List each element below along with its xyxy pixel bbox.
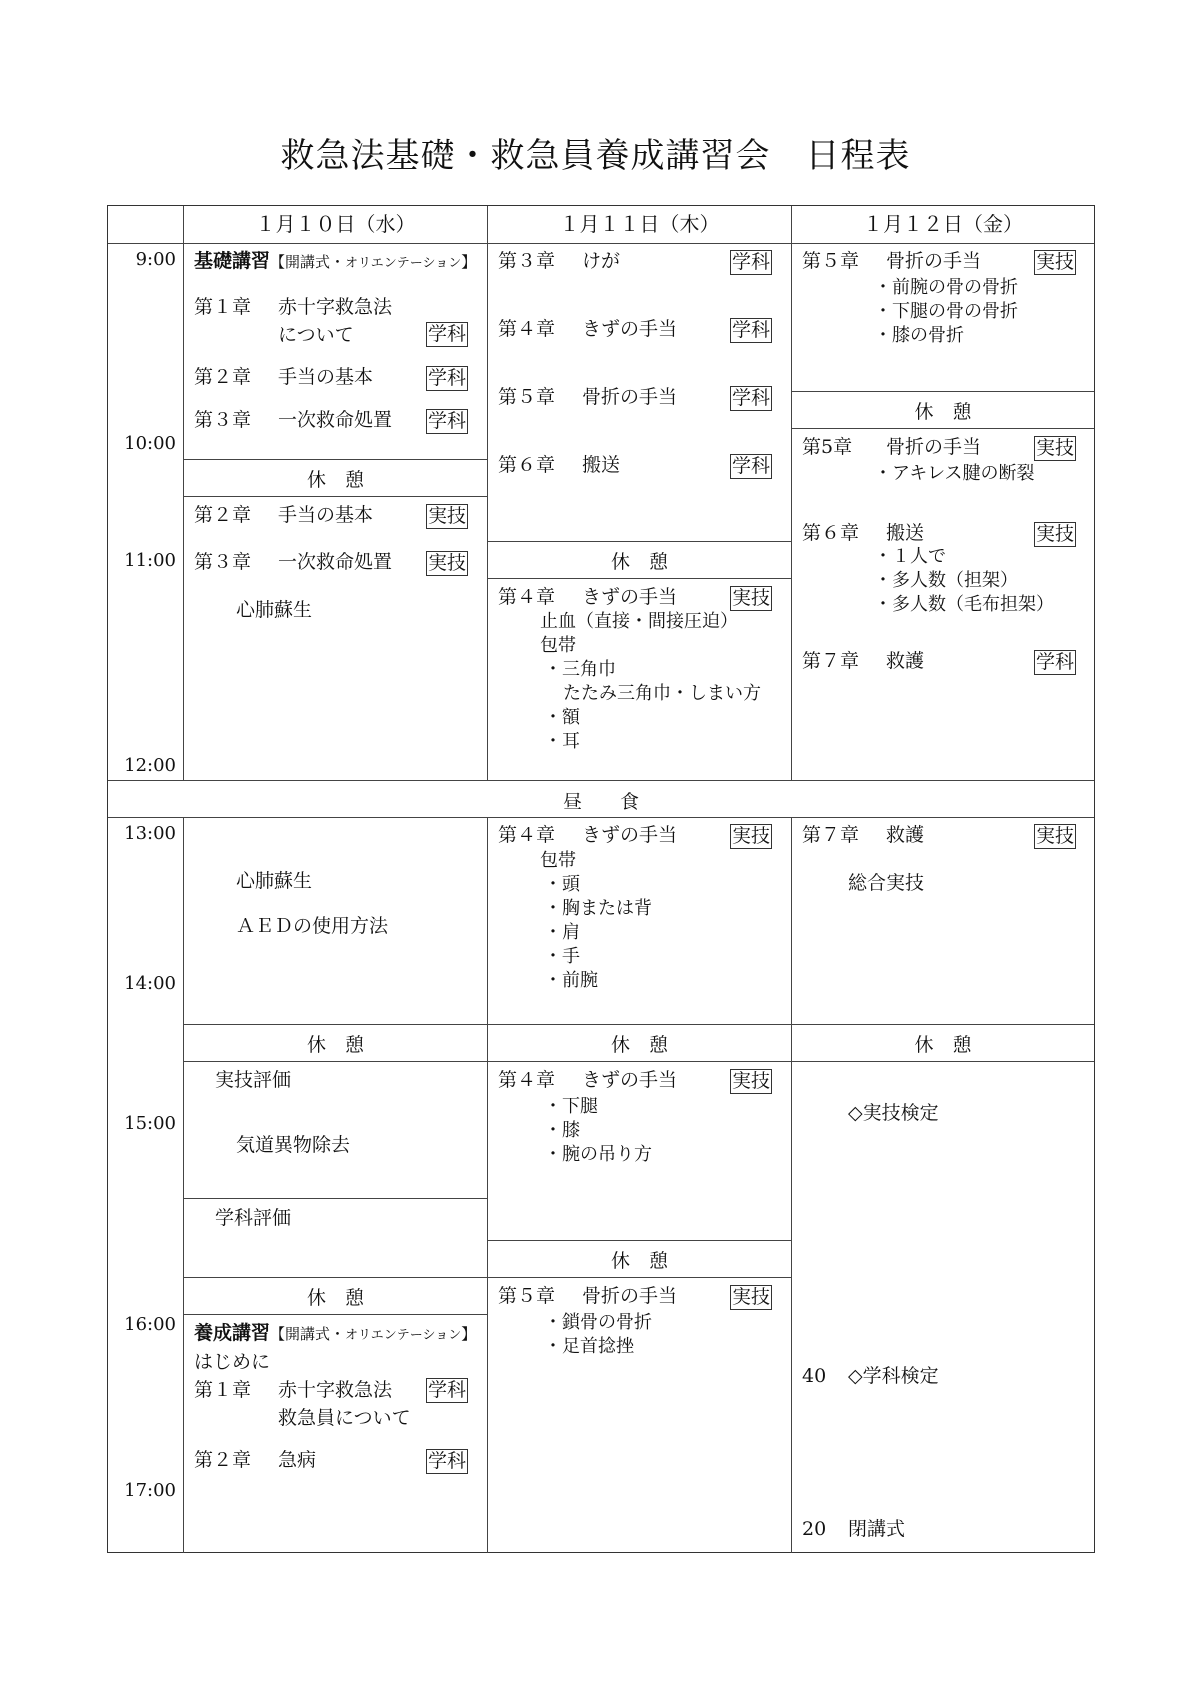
divider <box>487 1240 791 1241</box>
detail-line: ・多人数（担架） <box>874 570 1018 591</box>
exam-written: ◇学科検定 <box>848 1365 939 1387</box>
heading-note-small: オリエンテーション <box>345 256 462 271</box>
header-day3: １月１２日（金） <box>863 212 1023 236</box>
closing-ceremony: 閉講式 <box>848 1518 906 1540</box>
divider <box>183 496 487 497</box>
detail-line: 止血（直接・間接圧迫） <box>540 611 738 632</box>
sub-topic: 心肺蘇生 <box>236 870 313 892</box>
topic-label: 骨折の手当 <box>886 250 982 272</box>
lecture-badge: 学科 <box>732 319 771 341</box>
time-label: 10:00 <box>124 433 176 454</box>
detail-line: ・アキレス腱の断裂 <box>874 463 1035 484</box>
divider <box>108 243 1094 244</box>
practice-badge: 実技 <box>428 505 467 527</box>
lecture-badge: 学科 <box>428 410 467 432</box>
topic-label: 急病 <box>278 1449 317 1471</box>
divider <box>487 541 791 542</box>
chapter-label: 第３章 <box>194 409 252 431</box>
detail-line: ・下腿の骨の骨折 <box>874 301 1018 322</box>
chapter-label: 第７章 <box>802 824 860 846</box>
chapter-label: 第６章 <box>802 522 860 544</box>
chapter-label: 第５章 <box>498 1285 556 1307</box>
time-label: 13:00 <box>124 823 176 844</box>
break-row: 休 憩 <box>610 1250 668 1272</box>
detail-line: ・鎖骨の骨折 <box>544 1312 652 1333</box>
topic-label: 救急員について <box>278 1407 411 1429</box>
divider <box>183 1198 487 1199</box>
detail-line: ・下腿 <box>544 1096 598 1117</box>
detail-line: ・肩 <box>544 922 580 943</box>
divider <box>183 206 184 780</box>
practice-badge: 実技 <box>732 587 771 609</box>
chapter-label: 第5章 <box>802 436 853 458</box>
divider <box>487 1024 791 1025</box>
break-row: 休 憩 <box>610 1034 668 1056</box>
detail-line: ・前腕の骨の骨折 <box>874 277 1018 298</box>
detail-line: ・膝 <box>544 1120 580 1141</box>
page-title: 救急法基礎・救急員養成講習会 日程表 <box>280 136 911 176</box>
detail-line: ・額 <box>544 707 580 728</box>
detail-line: ・１人で <box>874 546 946 567</box>
chapter-label: 第６章 <box>498 454 556 476</box>
practice-badge: 実技 <box>732 1286 771 1308</box>
topic-label: 骨折の手当 <box>886 436 982 458</box>
break-row: 休 憩 <box>914 1034 972 1056</box>
heading-text: 基礎講習 <box>194 250 271 272</box>
time-label: 14:00 <box>124 973 176 994</box>
divider <box>108 780 1094 781</box>
chapter-label: 第２章 <box>194 504 252 526</box>
divider <box>183 1061 487 1062</box>
lecture-badge: 学科 <box>428 367 467 389</box>
topic-label: 救護 <box>886 650 925 672</box>
detail-line: ・腕の吊り方 <box>544 1144 652 1165</box>
topic-label: きずの手当 <box>582 586 678 608</box>
chapter-label: 第７章 <box>802 650 860 672</box>
chapter-label: 第４章 <box>498 318 556 340</box>
practice-badge: 実技 <box>428 552 467 574</box>
sub-topic: ＡＥＤの使用方法 <box>236 915 389 937</box>
lecture-badge: 学科 <box>732 387 771 409</box>
practice-badge: 実技 <box>1036 437 1075 459</box>
detail-line: ・頭 <box>544 874 580 895</box>
divider <box>791 1024 1094 1025</box>
lecture-badge: 学科 <box>732 455 771 477</box>
detail-line: ・手 <box>544 946 580 967</box>
break-row: 休 憩 <box>306 1287 364 1309</box>
chapter-label: 第２章 <box>194 366 252 388</box>
divider <box>487 1277 791 1278</box>
evaluation-label: 学科評価 <box>215 1207 292 1229</box>
evaluation-label: 実技評価 <box>215 1069 292 1091</box>
time-label: 16:00 <box>124 1314 176 1335</box>
chapter-label: 第５章 <box>498 386 556 408</box>
divider <box>791 1061 1094 1062</box>
topic-label: 赤十字救急法 <box>278 1379 393 1401</box>
practice-badge: 実技 <box>732 1070 771 1092</box>
chapter-label: 第２章 <box>194 1449 252 1471</box>
practice-badge: 実技 <box>1036 825 1075 847</box>
divider <box>791 817 792 1553</box>
break-row: 休 憩 <box>306 1034 364 1056</box>
detail-line: ・膝の骨折 <box>874 325 964 346</box>
chapter-label: 第４章 <box>498 1069 556 1091</box>
topic-label: 一次救命処置 <box>278 409 393 431</box>
detail-line: ・多人数（毛布担架） <box>874 594 1054 615</box>
detail-line: ・三角巾 <box>544 659 616 680</box>
divider <box>487 817 488 1553</box>
header-day1: １月１０日（水） <box>255 212 416 236</box>
exam-written-time: 40 <box>802 1365 827 1387</box>
divider <box>791 428 1094 429</box>
topic-label: 骨折の手当 <box>582 386 678 408</box>
chapter-label: 第３章 <box>194 551 252 573</box>
chapter-label: 第５章 <box>802 250 860 272</box>
lecture-badge: 学科 <box>732 251 771 273</box>
divider <box>108 817 1094 818</box>
chapter-label: 第３章 <box>498 250 556 272</box>
topic-label: について <box>278 324 354 346</box>
chapter-label: 第１章 <box>194 296 252 318</box>
detail-line: ・胸または背 <box>544 898 652 919</box>
session-heading <box>194 249 476 276</box>
detail-line: 包帯 <box>540 850 576 871</box>
divider <box>183 1314 487 1315</box>
sub-topic: 気道異物除去 <box>236 1134 351 1156</box>
topic-label: きずの手当 <box>582 1069 678 1091</box>
chapter-label: 第４章 <box>498 824 556 846</box>
topic-label: 手当の基本 <box>278 504 374 526</box>
heading-note-close: 】 <box>461 253 477 271</box>
divider <box>487 1061 791 1062</box>
intro-label: はじめに <box>194 1351 271 1373</box>
divider <box>791 391 1094 392</box>
schedule-table <box>107 205 1095 1553</box>
divider <box>183 459 487 460</box>
practice-badge: 実技 <box>732 825 771 847</box>
lunch-row: 昼 食 <box>562 791 639 813</box>
topic-label: 搬送 <box>886 522 925 544</box>
sub-topic: 心肺蘇生 <box>236 599 313 621</box>
divider <box>183 817 184 1553</box>
sub-topic: 総合実技 <box>848 872 925 894</box>
lecture-badge: 学科 <box>428 1379 467 1401</box>
practice-badge: 実技 <box>1036 523 1075 545</box>
header-day2: １月１１日（木） <box>559 212 720 236</box>
topic-label: きずの手当 <box>582 318 678 340</box>
break-row: 休 憩 <box>306 469 364 491</box>
topic-label: けが <box>582 250 621 272</box>
heading-note: 【開講式・ <box>270 253 346 271</box>
time-label: 12:00 <box>124 755 176 776</box>
heading-note: 【開講式・ <box>270 1325 346 1343</box>
session-heading <box>194 1321 476 1348</box>
divider <box>487 206 488 780</box>
heading-note-close: 】 <box>461 1325 477 1343</box>
break-row: 休 憩 <box>914 401 972 423</box>
detail-line: ・耳 <box>544 731 580 752</box>
closing-time: 20 <box>802 1518 827 1540</box>
heading-note-small: オリエンテーション <box>345 1328 462 1343</box>
heading-text: 養成講習 <box>194 1322 271 1344</box>
time-label: 17:00 <box>124 1480 176 1501</box>
topic-label: 搬送 <box>582 454 621 476</box>
topic-label: 赤十字救急法 <box>278 296 393 318</box>
time-label: 11:00 <box>124 550 176 571</box>
chapter-label: 第４章 <box>498 586 556 608</box>
break-row: 休 憩 <box>610 551 668 573</box>
exam-practical: ◇実技検定 <box>848 1102 939 1124</box>
practice-badge: 実技 <box>1036 251 1075 273</box>
divider <box>487 578 791 579</box>
topic-label: きずの手当 <box>582 824 678 846</box>
lecture-badge: 学科 <box>428 323 467 345</box>
detail-line: たたみ三角巾・しまい方 <box>563 683 761 704</box>
divider <box>183 1024 487 1025</box>
time-label: 15:00 <box>124 1113 176 1134</box>
divider <box>791 206 792 780</box>
chapter-label: 第１章 <box>194 1379 252 1401</box>
detail-line: 包帯 <box>540 635 576 656</box>
lecture-badge: 学科 <box>428 1450 467 1472</box>
topic-label: 手当の基本 <box>278 366 374 388</box>
topic-label: 一次救命処置 <box>278 551 393 573</box>
topic-label: 骨折の手当 <box>582 1285 678 1307</box>
detail-line: ・前腕 <box>544 970 598 991</box>
detail-line: ・足首捻挫 <box>544 1336 634 1357</box>
topic-label: 救護 <box>886 824 925 846</box>
divider <box>183 1277 487 1278</box>
time-label: 9:00 <box>135 249 176 270</box>
lecture-badge: 学科 <box>1036 651 1075 673</box>
